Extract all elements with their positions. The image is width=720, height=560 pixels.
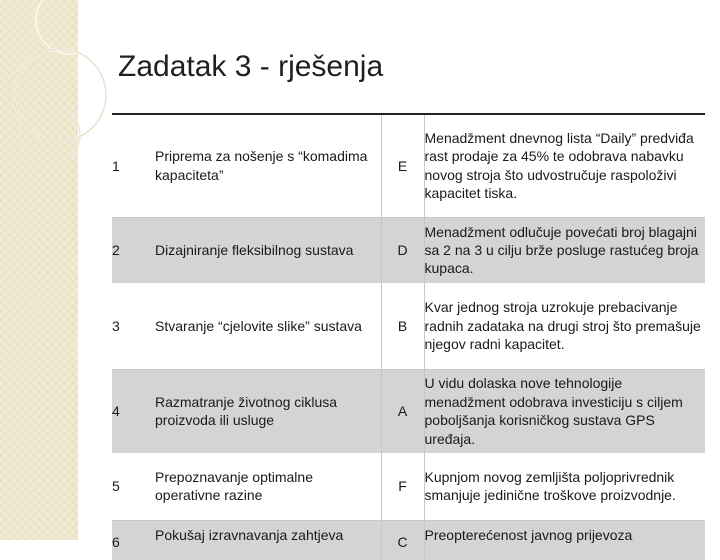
example-cell: U vidu dolaska nove tehnologije menadžment odobrava investiciju s ciljem poboljšanja korisničkog sustava GPS uređaja. [424,369,705,453]
table-row [112,283,705,369]
row-number: 6 [112,520,155,560]
row-number: 2 [112,217,155,283]
example-cell: Kvar jednog stroja uzrokuje prebacivanje radnih zadataka na drugi stroj što premašuje njegov radni kapacitet. [424,283,705,369]
table-row [112,114,705,217]
example-cell: Kupnjom novog zemljišta poljoprivrednik smanjuje jedinične troškove proizvodnje. [424,453,705,520]
example-cell: Preopterećenost javnog prijevoza [424,520,705,560]
row-number: 4 [112,369,155,453]
table-row [112,520,705,560]
activity-cell: Dizajniranje fleksibilnog sustava [155,217,381,283]
answer-letter: E [381,114,424,217]
answer-letter: A [381,369,424,453]
answer-letter: B [381,283,424,369]
table-row [112,369,705,453]
row-number: 5 [112,453,155,520]
activity-cell: Razmatranje životnog ciklusa proizvoda ili usluge [155,369,381,453]
answer-letter: F [381,453,424,520]
answer-letter: D [381,217,424,283]
activity-cell: Stvaranje “cjelovite slike” sustava [155,283,381,369]
decorative-arcs [0,0,130,200]
table-row [112,217,705,283]
page-title: Zadatak 3 - rješenja [118,50,384,83]
answer-letter: C [381,520,424,560]
activity-cell: Priprema za nošenje s “komadima kapaciteta” [155,114,381,217]
row-number: 3 [112,283,155,369]
table-row [112,453,705,520]
example-cell: Menadžment dnevnog lista “Daily” predviđa rast prodaje za 45% te odobrava nabavku novog stroja što udvostručuje raspoloživi kapacitet tiska. [424,114,705,217]
activity-cell: Prepoznavanje optimalne operativne razine [155,453,381,520]
solutions-table [112,113,705,560]
activity-cell: Pokušaj izravnavanja zahtjeva [155,520,381,560]
row-number: 1 [112,114,155,217]
example-cell: Menadžment odlučuje povećati broj blagajni sa 2 na 3 u cilju brže posluge rastućeg broja kupaca. [424,217,705,283]
